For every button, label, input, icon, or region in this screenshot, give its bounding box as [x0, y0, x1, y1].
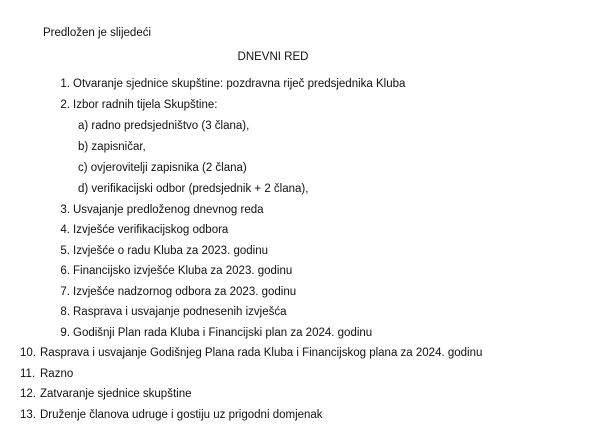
agenda-title: DNEVNI RED: [237, 51, 309, 63]
agenda-item-text: Izvješće verifikacijskog odbora: [73, 224, 229, 236]
agenda-item-number: 11.: [20, 368, 36, 380]
agenda-item-10: [20, 347, 560, 363]
agenda-item-text: Izbor radnih tijela Skupštine:: [73, 99, 218, 111]
agenda-item-number: 4.: [60, 224, 70, 236]
agenda-item-number: 5.: [60, 245, 70, 257]
agenda-item-6: [40, 265, 560, 281]
agenda-item-number: 6.: [60, 265, 70, 277]
agenda-item-4: [40, 224, 560, 240]
intro-text: Predložen je slijedeći: [43, 27, 152, 39]
agenda-item-text: Financijsko izvješće Kluba za 2023. godinu: [73, 265, 293, 277]
agenda-item-text: Rasprava i usvajanje podnesenih izvješća: [73, 306, 287, 318]
agenda-item-text: Rasprava i usvajanje Godišnjeg Plana rada Kluba i Financijskog plana za 2024. godinu: [40, 347, 483, 359]
agenda-item-number: 9.: [60, 327, 70, 339]
agenda-subitem-b: b) zapisničar,: [78, 141, 146, 153]
agenda-item-number: 1.: [60, 78, 70, 90]
agenda-item-text: Zatvaranje sjednice skupštine: [40, 388, 192, 400]
agenda-item-number: 10.: [20, 347, 36, 359]
agenda-item-text: Otvaranje sjednice skupštine: pozdravna riječ predsjednika Kluba: [73, 78, 406, 90]
agenda-item-13: [20, 409, 560, 425]
agenda-item-text: Izvješće o radu Kluba za 2023. godinu: [73, 245, 268, 257]
agenda-item-5: [40, 245, 560, 261]
agenda-item-number: 2.: [60, 99, 70, 111]
agenda-item-12: [20, 388, 560, 404]
agenda-item-2: [40, 99, 560, 115]
agenda-item-8: [40, 306, 560, 322]
agenda-item-11: [20, 368, 560, 384]
agenda-subitem-c: c) ovjerovitelji zapisnika (2 člana): [78, 162, 247, 174]
agenda-item-7: [40, 286, 560, 302]
agenda-item-text: Druženje članova udruge i gostiju uz prigodni domjenak: [40, 409, 323, 421]
agenda-item-text: Izvješće nadzornog odbora za 2023. godinu: [73, 286, 297, 298]
agenda-item-text: Godišnji Plan rada Kluba i Financijski plan za 2024. godinu: [73, 327, 373, 339]
agenda-item-number: 13.: [20, 409, 36, 421]
agenda-subitem-a: a) radno predsjedništvo (3 člana),: [78, 120, 250, 132]
agenda-item-number: 7.: [60, 286, 70, 298]
agenda-item-number: 12.: [20, 388, 36, 400]
agenda-item-1: [40, 78, 560, 94]
agenda-item-number: 3.: [60, 204, 70, 216]
agenda-item-text: Usvajanje predloženog dnevnog reda: [73, 204, 264, 216]
agenda-item-9: [40, 327, 560, 343]
agenda-subitem-d: d) verifikacijski odbor (predsjednik + 2 člana),: [78, 183, 309, 195]
agenda-item-number: 8.: [60, 306, 70, 318]
agenda-item-3: [40, 204, 560, 220]
agenda-item-text: Razno: [40, 368, 74, 380]
